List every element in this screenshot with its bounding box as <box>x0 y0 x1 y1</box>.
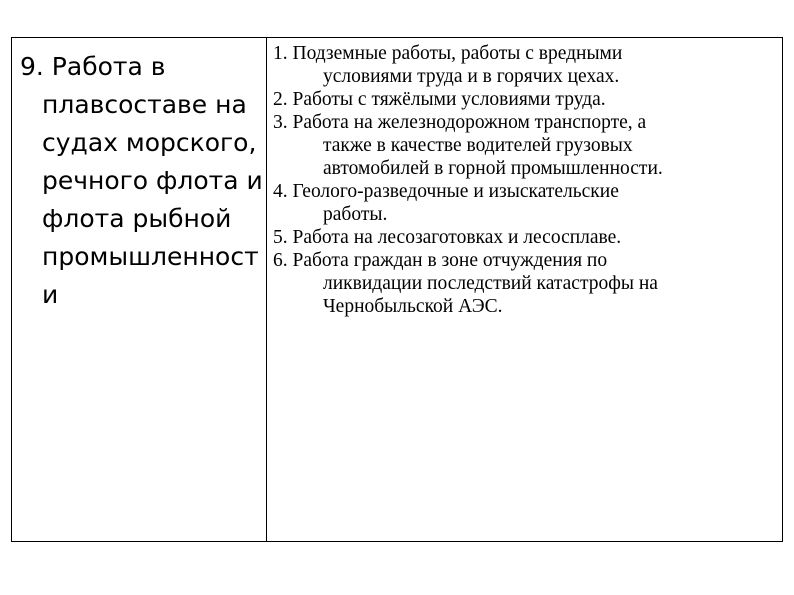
list-item <box>273 249 774 318</box>
right-column <box>267 38 782 541</box>
heading-line: речного флота и <box>42 166 263 195</box>
item-line: ликвидации последствий катастрофы на <box>323 273 658 294</box>
work-types-list <box>273 42 774 318</box>
heading-line: и <box>42 280 59 309</box>
heading-line: 9. Работа в <box>20 52 166 81</box>
category-heading <box>20 48 266 314</box>
item-line: 2. Работы с тяжёлыми условиями труда. <box>273 89 606 110</box>
item-line: 1. Подземные работы, работы с вредными <box>273 43 623 64</box>
list-item <box>273 226 774 249</box>
heading-line: плавсоставе на <box>42 90 247 119</box>
heading-line: флота рыбной <box>42 204 232 233</box>
item-line: 3. Работа на железнодорожном транспорте, а <box>273 112 647 133</box>
item-line: 4. Геолого-разведочные и изыскательские <box>273 181 619 202</box>
left-column <box>12 38 267 541</box>
item-line: условиями труда и в горячих цехах. <box>323 66 620 87</box>
list-item <box>273 111 774 180</box>
heading-line: промышленност <box>42 242 259 271</box>
content-table <box>11 37 783 542</box>
item-line: 5. Работа на лесозаготовках и лесосплаве. <box>273 227 622 248</box>
heading-line: судах морского, <box>42 128 257 157</box>
item-line: Чернобыльской АЭС. <box>323 296 503 317</box>
item-line: работы. <box>323 204 388 225</box>
list-item <box>273 180 774 226</box>
list-item <box>273 88 774 111</box>
item-line: автомобилей в горной промышленности. <box>323 158 663 179</box>
item-line: также в качестве водителей грузовых <box>323 135 633 156</box>
item-line: 6. Работа граждан в зоне отчуждения по <box>273 250 608 271</box>
list-item <box>273 42 774 88</box>
